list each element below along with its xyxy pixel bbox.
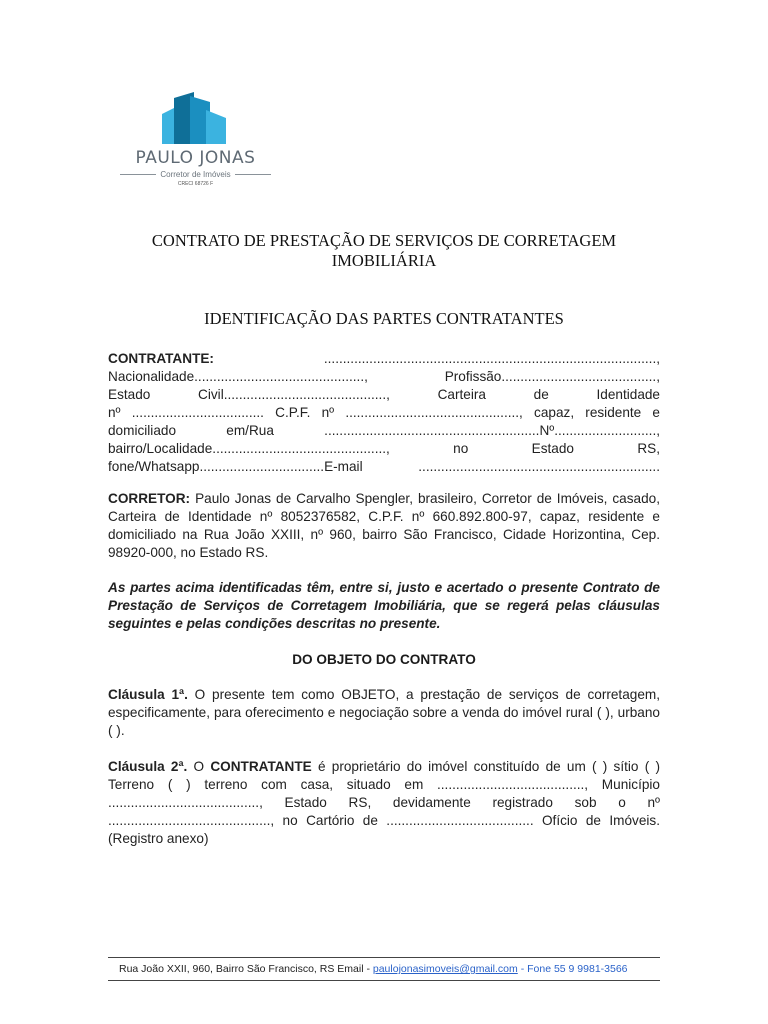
logo-subtitle-text: Corretor de Imóveis	[160, 170, 231, 179]
page-footer	[108, 957, 660, 981]
contratante-line-2: Nacionalidade............................................., Profissão.........................................,	[108, 369, 660, 384]
parties-heading: IDENTIFICAÇÃO DAS PARTES CONTRATANTES	[204, 309, 564, 328]
contratante-line-6: bairro/Localidade.............................................., no Estado RS,	[108, 441, 660, 456]
company-logo	[108, 48, 283, 228]
contratante-line-4: nº ................................... C.P.F. nº .............................................., capaz, residente e	[108, 405, 660, 420]
contratante-line-3: Estado Civil..........................................., Carteira de Identidade	[108, 387, 660, 402]
clausula-2-text: é proprietário do imóvel constituído de um ( ) sítio ( ) Terreno ( ) terreno com casa, situado em ......................................., Município ........................................, Estado RS, devidamente registrado sob o nº ..........................................., no Cartório de ....................................... Ofício de Imóveis. (Registro anexo)	[108, 759, 660, 846]
logo-subtitle	[120, 170, 271, 179]
footer-phone: - Fone 55 9 9981-3566	[520, 963, 628, 975]
clausula-2	[108, 758, 660, 848]
contratante-label: CONTRATANTE:	[108, 351, 214, 366]
corretor-section	[108, 490, 660, 562]
objeto-heading: DO OBJETO DO CONTRATO	[292, 652, 476, 667]
footer-address: Rua João XXII, 960, Bairro São Francisco, RS Email -	[119, 963, 370, 975]
logo-name: PAULO JONAS	[135, 148, 256, 168]
contract-title-line2: IMOBILIÁRIA	[331, 251, 437, 270]
clausula-2-bold-word: CONTRATANTE	[210, 759, 312, 774]
clausula-1-text: O presente tem como OBJETO, a prestação de serviços de corretagem, especificamente, para oferecimento e negociação sobre a venda do imóvel rural ( ), urbano ( ).	[108, 687, 660, 738]
contratante-line-1	[108, 350, 660, 368]
clausula-2-label: Cláusula 2ª.	[108, 759, 188, 774]
logo-creci: CRECI 68726 F	[177, 181, 214, 187]
clausula-1-paragraph	[108, 686, 660, 740]
contract-title-line1: CONTRATO DE PRESTAÇÃO DE SERVIÇOS DE CORRETAGEM	[151, 231, 617, 250]
contratante-section	[108, 350, 660, 476]
corretor-label: CORRETOR:	[108, 491, 191, 506]
contratante-line-7: fone/Whatsapp.................................E-mail ................................................................	[108, 459, 660, 474]
contratante-line-5: domiciliado em/Rua .........................................................Nº...........................,	[108, 423, 660, 438]
footer-text	[119, 963, 628, 975]
clausula-1	[108, 686, 660, 740]
clausula-2-pre: O	[193, 759, 205, 774]
contratante-line-text: ........................................................................................,	[323, 351, 660, 366]
corretor-paragraph	[108, 490, 660, 562]
clausula-2-paragraph	[108, 758, 660, 848]
partes-paragraph	[108, 579, 660, 633]
footer-email-link[interactable]: paulojonasimoveis@gmail.com	[372, 963, 518, 975]
corretor-text: Paulo Jonas de Carvalho Spengler, brasileiro, Corretor de Imóveis, casado, Carteira de Identidade nº 8052376582, C.P.F. nº 660.892.800-97, capaz, residente e domiciliado na Rua João XXIII, nº 960, bairro São Francisco, Cidade Horizontina, Cep. 98920-000, no Estado RS.	[108, 491, 660, 560]
contract-title	[108, 231, 660, 271]
clausula-1-label: Cláusula 1ª.	[108, 687, 188, 702]
buildings-icon	[160, 92, 232, 144]
partes-text: As partes acima identificadas têm, entre si, justo e acertado o presente Contrato de Prestação de Serviços de Corretagem Imobiliária, que se regerá pelas cláusulas seguintes e pelas condições descritas no presente.	[108, 580, 660, 631]
